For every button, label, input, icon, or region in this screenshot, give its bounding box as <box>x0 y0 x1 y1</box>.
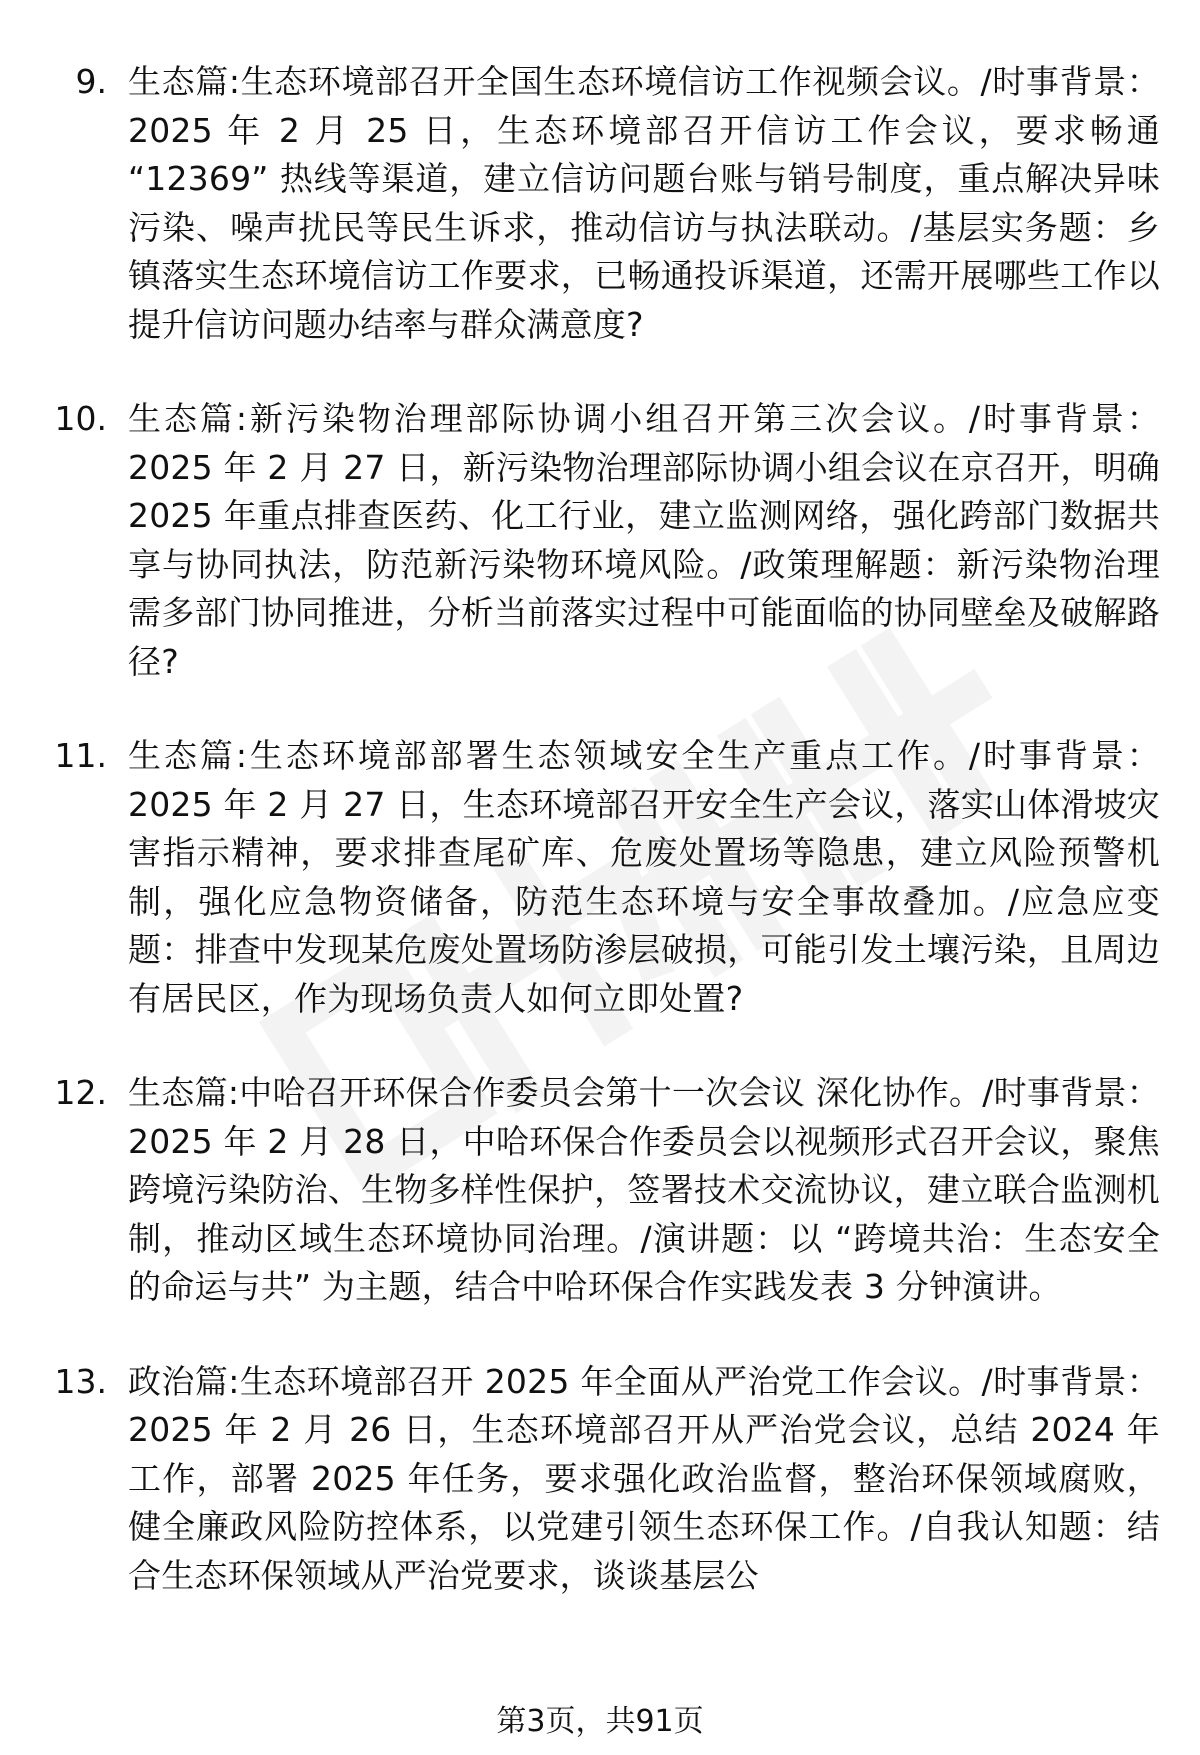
item-number: 11. <box>54 736 107 775</box>
item-text: 生态篇:中哈召开环保合作委员会第十一次会议 深化协作。/时事背景：2025 年 2 月 28 日，中哈环保合作委员会以视频形式召开会议，聚焦跨境污染防治、生物多样性保护，签署技术交流协议，建立联合监测机制，推动区域生态环境协同治理。/演讲题：以 “跨境共治：生态安全的命运与共” 为主题，结合中哈环保合作实践发表 3 分钟演讲。 <box>128 1073 1160 1306</box>
item-number: 10. <box>54 399 107 438</box>
question-list <box>0 58 1200 1646</box>
item-text: 政治篇:生态环境部召开 2025 年全面从严治党工作会议。/时事背景：2025 年 2 月 26 日，生态环境部召开从严治党会议，总结 2024 年工作，部署 2025 年任务，要求强化政治监督，整治环保领域腐败，健全廉政风险防控体系，以党建引领生态环保工作。/自我认知题：结合生态环保领域从严治党要求，谈谈基层公 <box>128 1361 1160 1595</box>
list-item <box>0 58 1200 349</box>
list-item <box>0 395 1200 686</box>
item-number: 9. <box>75 62 107 101</box>
item-number: 12. <box>54 1073 107 1112</box>
item-text: 生态篇:生态环境部召开全国生态环境信访工作视频会议。/时事背景：2025 年 2 月 25 日，生态环境部召开信访工作会议，要求畅通 “12369” 热线等渠道，建立信访问题台账与销号制度，重点解决异味污染、噪声扰民等民生诉求，推动信访与执法联动。/基层实务题：乡镇落实生态环境信访工作要求，已畅通投诉渠道，还需开展哪些工作以提升信访问题办结率与群众满意度? <box>128 62 1160 344</box>
item-text: 生态篇:新污染物治理部际协调小组召开第三次会议。/时事背景：2025 年 2 月 27 日，新污染物治理部际协调小组会议在京召开，明确 2025 年重点排查医药、化工行业，建立监测网络，强化跨部门数据共享与协同执法，防范新污染物环境风险。/政策理解题：新污染物治理需多部门协同推进，分析当前落实过程中可能面临的协同壁垒及破解路径? <box>128 399 1160 681</box>
page-footer: 第3页，共91页 <box>496 1704 704 1739</box>
list-item <box>0 1069 1200 1312</box>
item-number: 13. <box>54 1361 107 1401</box>
list-item <box>0 1358 1200 1601</box>
list-item <box>0 732 1200 1023</box>
item-text: 生态篇:生态环境部部署生态领域安全生产重点工作。/时事背景：2025 年 2 月 27 日，生态环境部召开安全生产会议，落实山体滑坡灾害指示精神，要求排查尾矿库、危废处置场等隐患，建立风险预警机制，强化应急物资储备，防范生态环境与安全事故叠加。/应急应变题：排查中发现某危废处置场防渗层破损，可能引发土壤污染，且周边有居民区，作为现场负责人如何立即处置? <box>128 736 1160 1018</box>
